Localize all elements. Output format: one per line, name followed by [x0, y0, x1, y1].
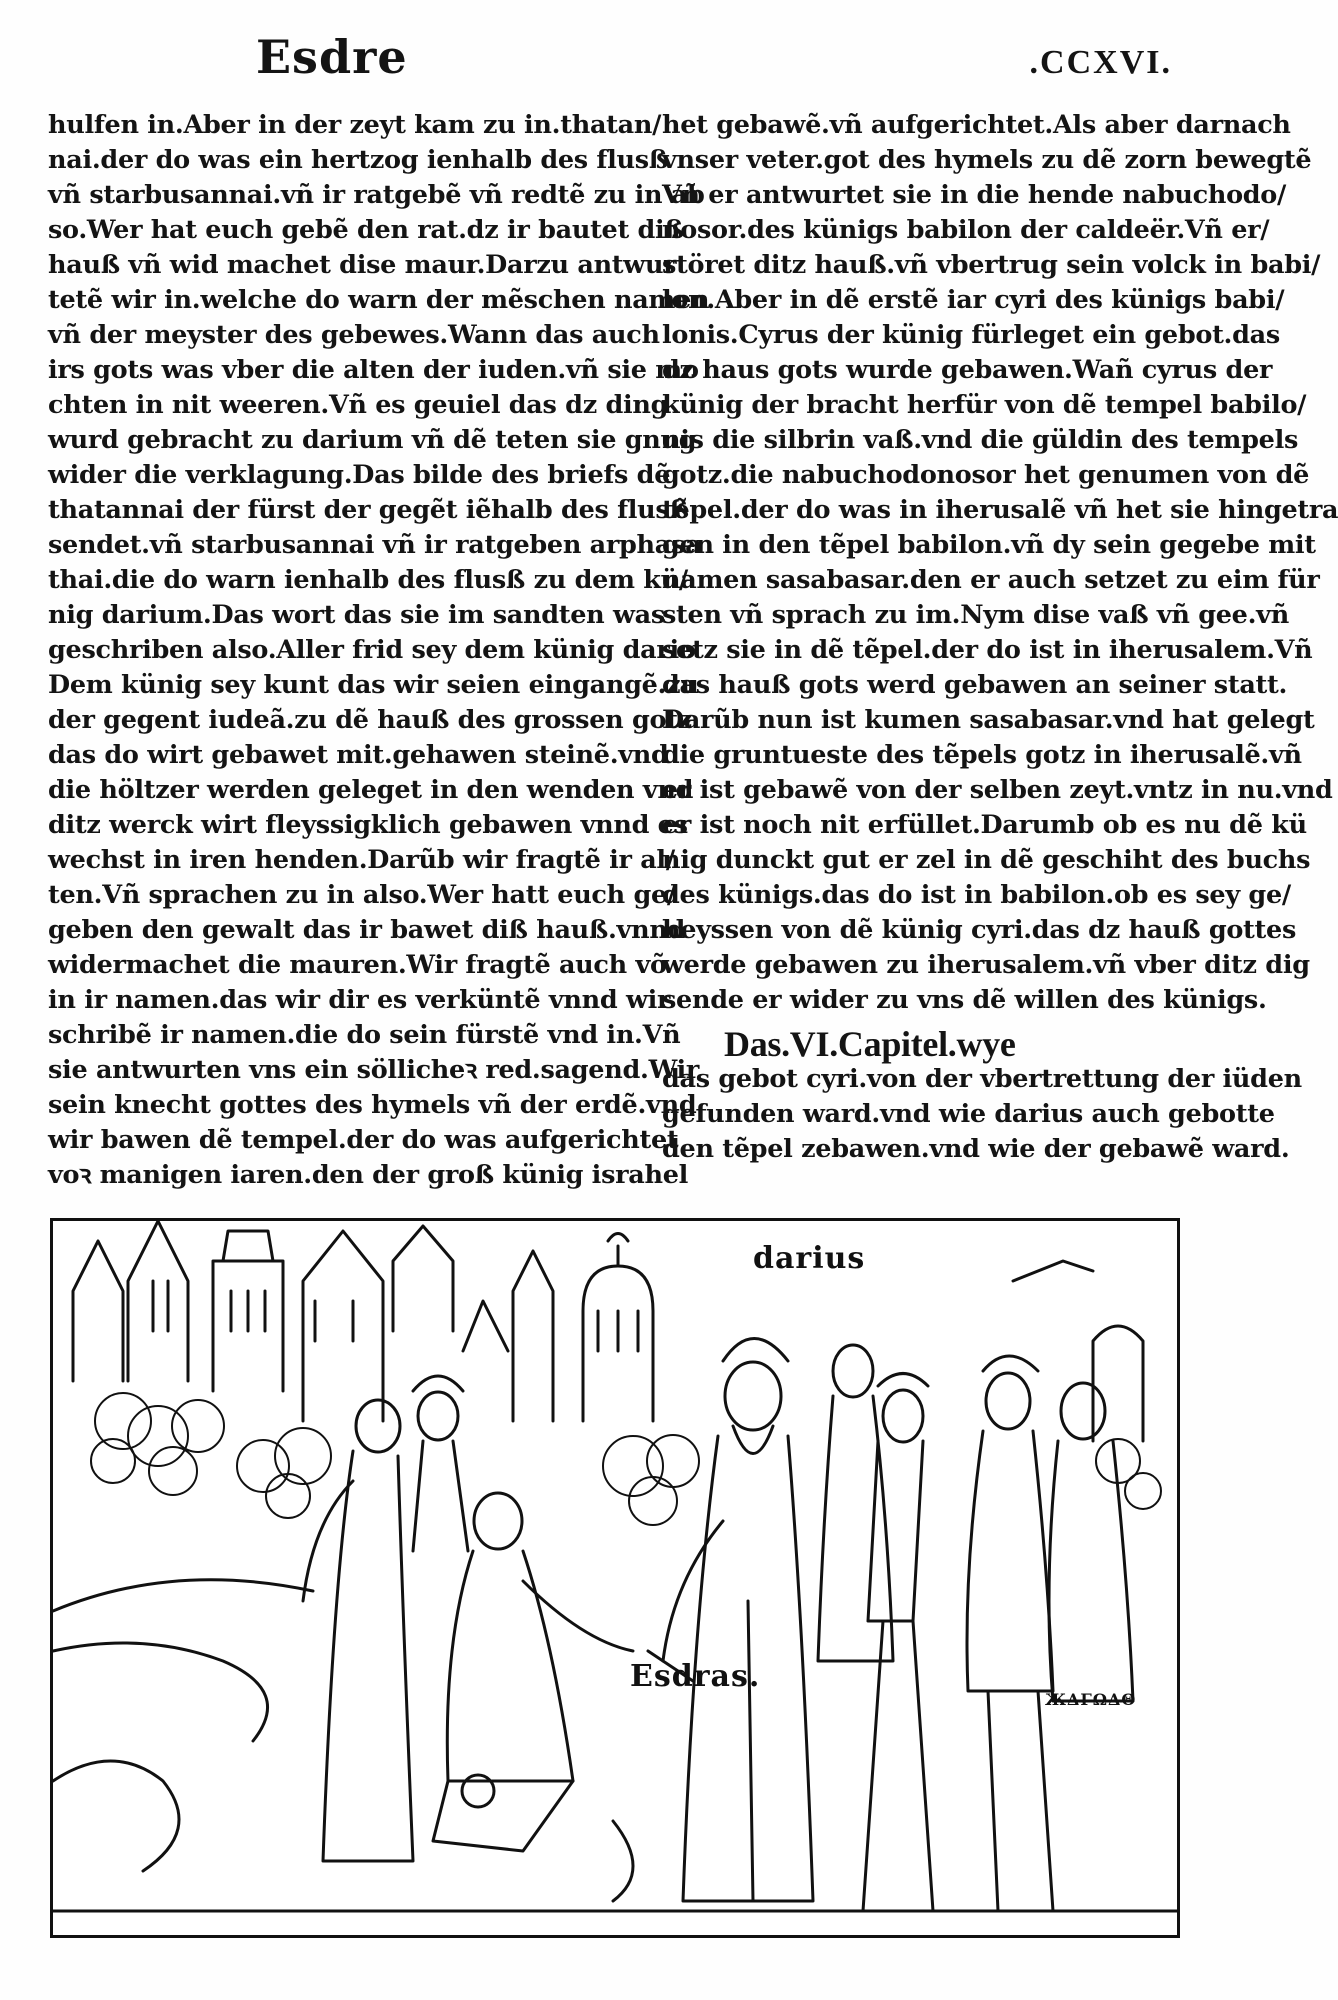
- text-line: sein knecht gottes des hymels vñ der erdẽ.vnd: [48, 1090, 697, 1120]
- figure-priest: [303, 1400, 413, 1861]
- text-line: die gruntueste des tẽpels gotz in iherusalẽ.vñ: [662, 740, 1302, 770]
- text-line: sende er wider zu vns dẽ willen des künigs.: [662, 985, 1267, 1015]
- text-line: tetẽ wir in.welche do warn der mẽschen namen: [48, 285, 710, 315]
- text-line: wider die verklagung.Das bilde des briefs dẽ: [48, 460, 671, 490]
- running-head: Esdre: [256, 30, 408, 84]
- figure-courtier-3: [967, 1356, 1053, 1911]
- text-line: die höltzer werden geleget in den wenden vnd: [48, 775, 694, 805]
- figure-courtier-1: [818, 1345, 893, 1661]
- text-line: nig darium.Das wort das sie im sandten was: [48, 600, 665, 630]
- label-darius: darius: [753, 1241, 866, 1276]
- figure-esdras: [433, 1493, 633, 1901]
- text-line: sie antwurten vns ein söllicheꝛ red.sagend.Wir: [48, 1055, 699, 1085]
- folio-number: .CCXVI.: [1029, 44, 1172, 81]
- text-line: thai.die do warn ienhalb des flusß zu dem kü/: [48, 565, 688, 595]
- text-line: gotz.die nabuchodonosor het genumen von dẽ: [662, 460, 1310, 490]
- text-line: wechst in iren henden.Darũb wir fragtẽ ir al/: [48, 845, 675, 875]
- text-line: namen sasabasar.den er auch setzet zu eim für: [662, 565, 1320, 595]
- text-line: das hauß gots werd gebawen an seiner statt.: [662, 670, 1288, 700]
- text-line: den tẽpel zebawen.vnd wie der gebawẽ ward.: [662, 1134, 1290, 1164]
- left-text-column: [48, 108, 710, 1193]
- city-buildings: [73, 1221, 1143, 1441]
- text-line: vñ der meyster des gebewes.Wann das auch: [48, 320, 660, 350]
- label-esdras: Esdras.: [630, 1659, 761, 1694]
- text-line: Vñ er antwurtet sie in die hende nabuchodo/: [662, 180, 1287, 210]
- text-line: vnser veter.got des hymels zu dẽ zorn bewegtẽ: [662, 145, 1312, 175]
- text-line: wurd gebracht zu darium vñ dẽ teten sie gnug: [48, 425, 697, 455]
- text-line: nis die silbrin vaß.vnd die güldin des tempels: [662, 425, 1299, 455]
- text-line: so.Wer hat euch gebẽ den rat.dz ir bautet diß: [48, 215, 684, 245]
- text-line: gen in den tẽpel babilon.vñ dy sein gegebe mit: [662, 530, 1316, 560]
- text-line: geben den gewalt das ir bawet diß hauß.vnnd: [48, 915, 686, 945]
- text-line: hauß vñ wid machet dise maur.Darzu antwur: [48, 250, 677, 280]
- text-line: ditz werck wirt fleyssigklich gebawen vnnd es: [48, 810, 688, 840]
- text-line: er ist noch nit erfüllet.Darumb ob es nu dẽ kü: [662, 810, 1307, 840]
- woodcut-scene: [53, 1221, 1177, 1935]
- text-line: sendet.vñ starbusannai vñ ir ratgeben arphasa: [48, 530, 702, 560]
- text-line: lonis.Cyrus der künig fürleget ein gebot.das: [662, 320, 1280, 350]
- woodcut-illustration: [50, 1218, 1180, 1938]
- figure-courtier-2: [863, 1374, 933, 1912]
- text-line: das gebot cyri.von der vbertrettung der iüden: [662, 1064, 1302, 1094]
- text-line: heyssen von dẽ künig cyri.das dz hauß gottes: [662, 915, 1296, 945]
- text-line: das do wirt gebawet mit.gehawen steinẽ.vnd: [48, 740, 669, 770]
- text-line: nig dunckt gut er zel in dẽ geschiht des buchs: [662, 845, 1311, 875]
- text-line: lon.Aber in dẽ erstẽ iar cyri des künigs babi/: [662, 285, 1285, 315]
- label-robe-inscription: ЖΔΓΩΔΘ: [1045, 1690, 1137, 1709]
- text-line: werde gebawen zu iherusalem.vñ vber ditz dig: [662, 950, 1310, 980]
- text-line: er ist gebawẽ von der selben zeyt.vntz in nu.vnd: [662, 775, 1333, 805]
- text-line: künig der bracht herfür von dẽ tempel babilo/: [662, 390, 1307, 420]
- text-line: in ir namen.das wir dir es verküntẽ vnnd wir: [48, 985, 671, 1015]
- figure-turbaned: [413, 1376, 468, 1551]
- text-line: hulfen in.Aber in der zeyt kam zu in.thatan/: [48, 110, 662, 140]
- text-line: schribẽ ir namen.die do sein fürstẽ vnd in.Vñ: [48, 1020, 681, 1050]
- text-line: setz sie in dẽ tẽpel.der do ist in iherusalem.Vñ: [662, 635, 1313, 665]
- text-line: nosor.des künigs babilon der caldeër.Vñ er/: [662, 215, 1270, 245]
- text-line: tẽpel.der do was in iherusalẽ vñ het sie hingetra: [662, 495, 1338, 525]
- text-line: thatannai der fürst der gegẽt iẽhalb des flusß: [48, 495, 689, 525]
- text-line: irs gots was vber die alten der iuden.vñ sie mo: [48, 355, 699, 385]
- trees: [91, 1393, 1161, 1525]
- text-line: vñ starbusannai.vñ ir ratgebẽ vñ redtẽ zu in ab: [48, 180, 705, 210]
- text-line: gefunden ward.vnd wie darius auch gebotte: [662, 1099, 1275, 1129]
- figure-courtier-4: [1049, 1383, 1133, 1701]
- text-line: nai.der do was ein hertzog ienhalb des flusß: [48, 145, 668, 175]
- text-line: voꝛ manigen iaren.den der groß künig israhel: [48, 1160, 689, 1190]
- text-line: Darũb nun ist kumen sasabasar.vnd hat gelegt: [662, 705, 1315, 735]
- text-line: ten.Vñ sprachen zu in also.Wer hatt euch ge/: [48, 880, 676, 910]
- text-line: geschriben also.Aller frid sey dem künig dario: [48, 635, 696, 665]
- right-text-column: [662, 108, 1338, 1167]
- figure-darius: [648, 1339, 813, 1902]
- text-line: dz haus gots wurde gebawen.Wañ cyrus der: [662, 355, 1273, 385]
- text-line: widermachet die mauren.Wir fragtẽ auch võ: [48, 950, 667, 980]
- chapter-heading: Das.VI.Capitel.wye: [724, 1024, 1016, 1064]
- text-line: des künigs.das do ist in babilon.ob es sey ge/: [662, 880, 1291, 910]
- text-line: Dem künig sey kunt das wir seien eingangẽ.zu: [48, 670, 699, 700]
- text-line: störet ditz hauß.vñ vbertrug sein volck in babi/: [662, 250, 1321, 280]
- text-line: het gebawẽ.vñ aufgerichtet.Als aber darnach: [662, 110, 1291, 140]
- text-line: chten in nit weeren.Vñ es geuiel das dz ding: [48, 390, 669, 420]
- text-line: wir bawen dẽ tempel.der do was aufgerichtet: [48, 1125, 679, 1155]
- landscape: [53, 1580, 1177, 1911]
- text-line: der gegent iudeã.zu dẽ hauß des grossen gotz: [48, 705, 692, 735]
- text-line: sten vñ sprach zu im.Nym dise vaß vñ gee.vñ: [662, 600, 1289, 630]
